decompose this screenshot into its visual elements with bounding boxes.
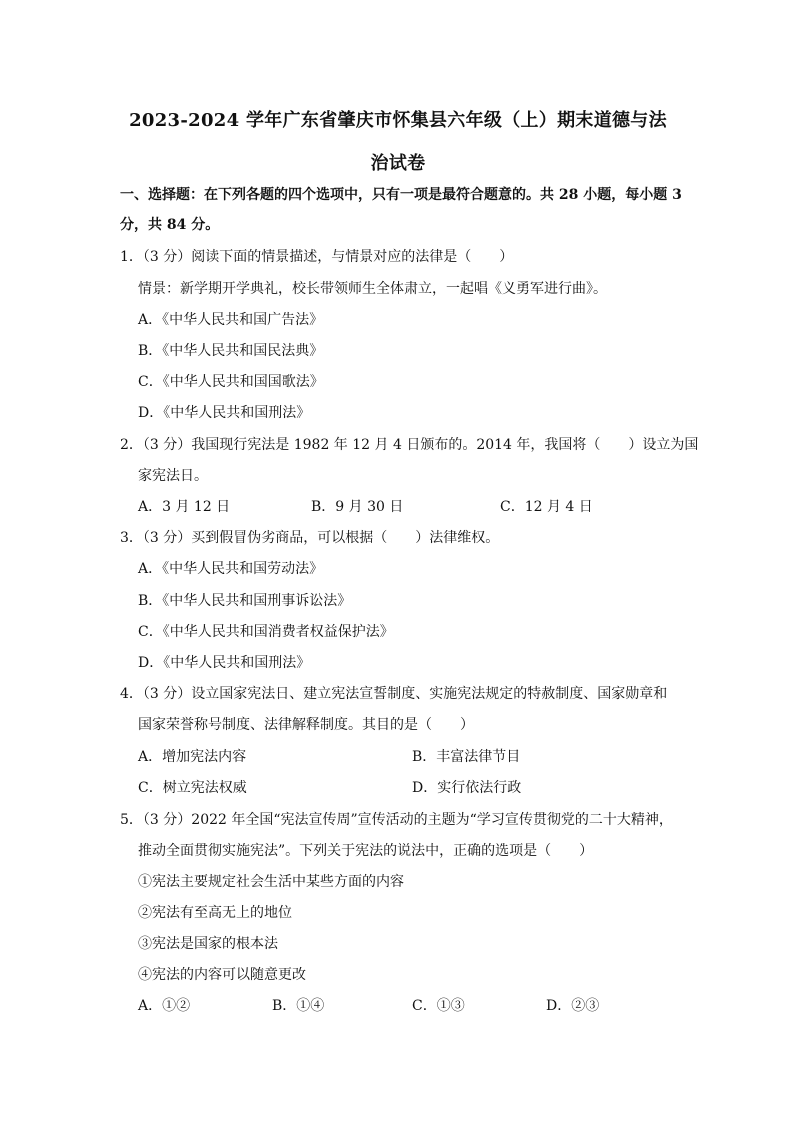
question-score: （3 分） — [142, 249, 192, 265]
question-score: （3 分） — [142, 530, 192, 546]
question-5-statement-4: ④宪法的内容可以随意更改 — [138, 967, 306, 983]
question-stem: 阅读下面的情景描述，与情景对应的法律是（ ） — [191, 249, 514, 265]
question-3-option-b: B．《中华人民共和国刑事诉讼法》 — [138, 593, 352, 609]
section-header-line-2: 分，共 84 分。 — [120, 217, 220, 233]
question-1-option-b: B．《中华人民共和国民法典》 — [138, 343, 324, 359]
question-number: 1． — [120, 249, 143, 265]
question-4-stem-line-2: 国家荣誉称号制度、法律解释制度。其目的是（ ） — [138, 717, 474, 733]
question-1 — [120, 247, 513, 267]
question-stem: 我国现行宪法是 1982 年 12 月 4 日颁布的。2014 年，我国将（ ）设立为国 — [191, 437, 699, 453]
question-5-option-b: B．①④ — [272, 998, 325, 1014]
question-score: （3 分） — [142, 437, 192, 453]
question-4 — [120, 684, 667, 704]
question-5 — [120, 810, 673, 830]
question-stem: 买到假冒伪劣商品，可以根据（ ）法律维权。 — [191, 530, 500, 546]
question-1-option-a: A．《中华人民共和国广告法》 — [138, 312, 324, 328]
question-stem: 2022 年全国“宪法宣传周”宣传活动的主题为“学习宣传贯彻党的二十大精神， — [191, 812, 673, 828]
question-3-option-c: C．《中华人民共和国消费者权益保护法》 — [138, 624, 394, 640]
question-3 — [120, 528, 499, 548]
question-4-option-d: D．实行依法行政 — [412, 780, 522, 796]
question-score: （3 分） — [142, 812, 192, 828]
exam-title-line-1: 2023-2024 学年广东省肇庆市怀集县六年级（上）期末道德与法 — [129, 110, 667, 131]
question-1-option-d: D．《中华人民共和国刑法》 — [138, 405, 311, 421]
question-score: （3 分） — [142, 686, 192, 702]
question-2-option-a: A．3 月 12 日 — [138, 499, 231, 515]
question-1-option-c: C．《中华人民共和国国歌法》 — [138, 374, 324, 390]
question-5-stem-line-2: 推动全面贯彻实施宪法”。下列关于宪法的说法中，正确的选项是（ ） — [138, 843, 594, 859]
question-2-option-c: C．12 月 4 日 — [500, 499, 593, 515]
question-5-option-a: A．①② — [138, 998, 191, 1014]
exam-title-line-2: 治试卷 — [370, 153, 426, 174]
question-2-stem-line-2: 家宪法日。 — [138, 468, 208, 484]
question-4-option-a: A．增加宪法内容 — [138, 749, 247, 765]
question-stem: 设立国家宪法日、建立宪法宣誓制度、实施宪法规定的特赦制度、国家勋章和 — [191, 686, 668, 702]
question-5-statement-1: ①宪法主要规定社会生活中某些方面的内容 — [138, 874, 404, 890]
question-3-option-a: A．《中华人民共和国劳动法》 — [138, 561, 324, 577]
question-4-option-b: B．丰富法律节目 — [412, 749, 521, 765]
question-number: 4． — [120, 686, 143, 702]
question-5-statement-3: ③宪法是国家的根本法 — [138, 936, 278, 952]
question-4-option-c: C．树立宪法权威 — [138, 780, 247, 796]
question-number: 2． — [120, 437, 143, 453]
question-5-statement-2: ②宪法有至高无上的地位 — [138, 905, 292, 921]
question-1-scenario: 情景：新学期开学典礼，校长带领师生全体肃立，一起唱《义勇军进行曲》。 — [138, 281, 607, 297]
section-header-line-1: 一、选择题：在下列各题的四个选项中，只有一项是最符合题意的。共 28 小题，每小题 3 — [120, 187, 682, 203]
question-5-option-c: C．①③ — [412, 998, 465, 1014]
question-2 — [120, 435, 698, 455]
question-number: 5． — [120, 812, 143, 828]
question-2-option-b: B．9 月 30 日 — [311, 499, 404, 515]
question-number: 3． — [120, 530, 143, 546]
question-5-option-d: D．②③ — [546, 998, 600, 1014]
question-3-option-d: D．《中华人民共和国刑法》 — [138, 655, 311, 671]
